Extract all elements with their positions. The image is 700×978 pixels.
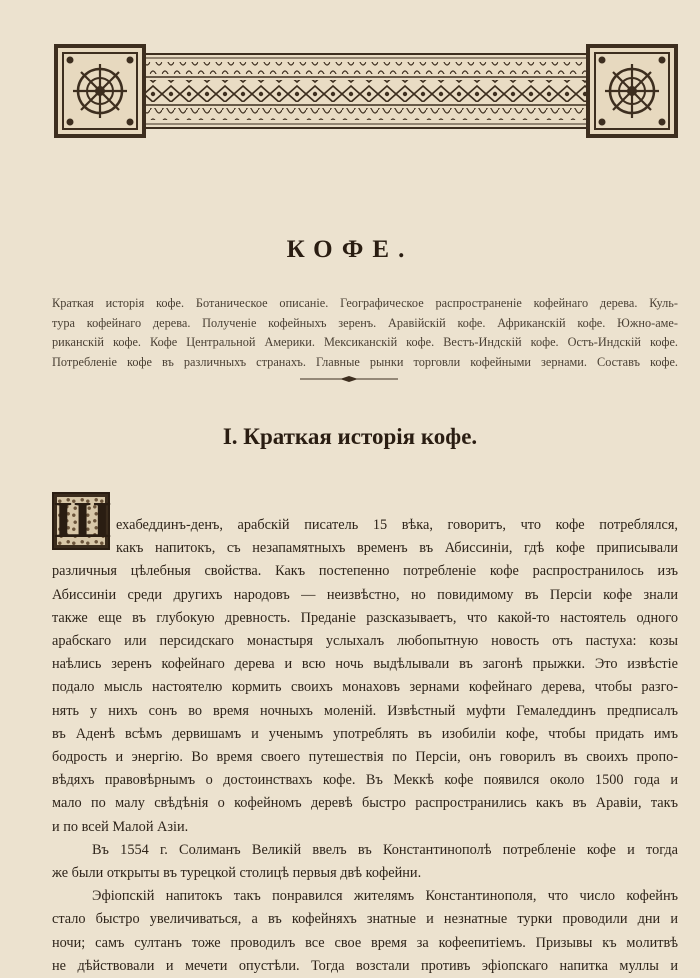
text-line: вѣдяхъ правовѣрнымъ о достоинствахъ кофе. Въ Меккѣ кофе появился около 1500 года и — [52, 772, 678, 789]
page-title: КОФЕ. — [286, 236, 414, 263]
text-line: нять у нихъ сонъ во время ночныхъ моленій. Извѣстный муфти Гемаледдинъ предписалъ — [52, 702, 678, 719]
text-line: наѣлись зеренъ кофейнаго дерева и всю ночь выдѣлывали въ загонѣ прыжки. Это извѣстіе — [52, 656, 678, 673]
text-line: различныя цѣлебныя свойства. Какъ постепенно потребленіе кофе распространилось изъ — [52, 563, 678, 580]
text-line: также еще въ глубокую древность. Преданіе разсказываетъ, что какой-то настоятель одного — [52, 609, 678, 626]
chapter-summary — [52, 294, 678, 372]
text-line: ехабеддинъ-денъ, арабскій писатель 15 вѣка, говоритъ, что кофе потреблялся, — [116, 517, 678, 533]
text-line: стало быстро увеличиваться, а въ кофейняхъ знатные и незнатные турки проводили дни и — [52, 911, 678, 928]
text-line: въ Аденѣ всѣмъ дервишамъ и ученымъ употреблять въ изобиліи кофе, чтобы придать имъ — [52, 725, 678, 742]
text-line: какъ напитокъ, съ незапамятныхъ временъ въ Абиссиніи, гдѣ кофе приписывали — [116, 540, 678, 557]
text-line: Абиссиніи среди другихъ народовъ — неизвѣстно, но повидимому въ Персіи кофе знали — [52, 586, 678, 603]
text-line: бодрость и энергію. Во время своего путешествія по Персіи, онъ говорилъ въ своихъ пропо- — [52, 749, 678, 766]
text-line: подало мысль настоятелю кормить своихъ монаховъ зернами кофейнаго дерева, чтобы разго- — [52, 679, 678, 696]
right-rosette-panel — [586, 44, 678, 138]
initial-letter: Ш — [54, 492, 112, 549]
summary-line: Потребленіе кофе въ различныхъ странахъ. Главные рынки торговли кофейными зернами. Составъ кофе. — [52, 354, 678, 369]
left-rosette-panel — [54, 44, 146, 138]
text-line: и по всей Малой Азіи. — [52, 818, 189, 835]
ornamental-header-band — [54, 44, 678, 138]
text-line: Эфіопскій напитокъ такъ понравился жителямъ Константинополя, что число кофейнъ — [92, 888, 678, 905]
text-line: мало по малу свѣдѣнія о кофейномъ деревѣ быстро распространились какъ въ Аравіи, такъ — [52, 795, 678, 812]
section-heading: I. Краткая исторія кофе. — [222, 424, 478, 449]
text-line: арабскаго или персидскаго монастыря услыхалъ любопытную новость отъ пастуха: козы — [52, 633, 678, 650]
text-line: не дѣйствовали и мечети опустѣли. Тогда возстали противъ эфіопскаго напитка муллы и — [52, 957, 678, 974]
summary-line: тура кофейнаго дерева. Полученіе кофейныхъ зеренъ. Аравійскій кофе. Африканскій кофе. Южно-аме- — [52, 315, 678, 330]
text-line: Въ 1554 г. Солиманъ Великій ввелъ въ Константинополѣ потребленіе кофе и тогда — [92, 841, 678, 858]
divider-rule — [300, 375, 398, 383]
body-text — [52, 514, 678, 978]
text-line: же были открыты въ турецкой столицѣ первыя двѣ кофейни. — [52, 865, 422, 882]
summary-line: риканскій кофе. Кофе Центральной Америки. Мексиканскій кофе. Вестъ-Индскій кофе. Остъ-Индскій кофе. — [52, 335, 678, 350]
summary-line: Краткая исторія кофе. Ботаническое описаніе. Географическое распространеніе кофейнаго дерева. Куль- — [52, 296, 678, 310]
text-line: ночи; самъ султанъ тоже проводилъ все свое время за кофеепитіемъ. Призывы къ молитвѣ — [52, 934, 678, 951]
